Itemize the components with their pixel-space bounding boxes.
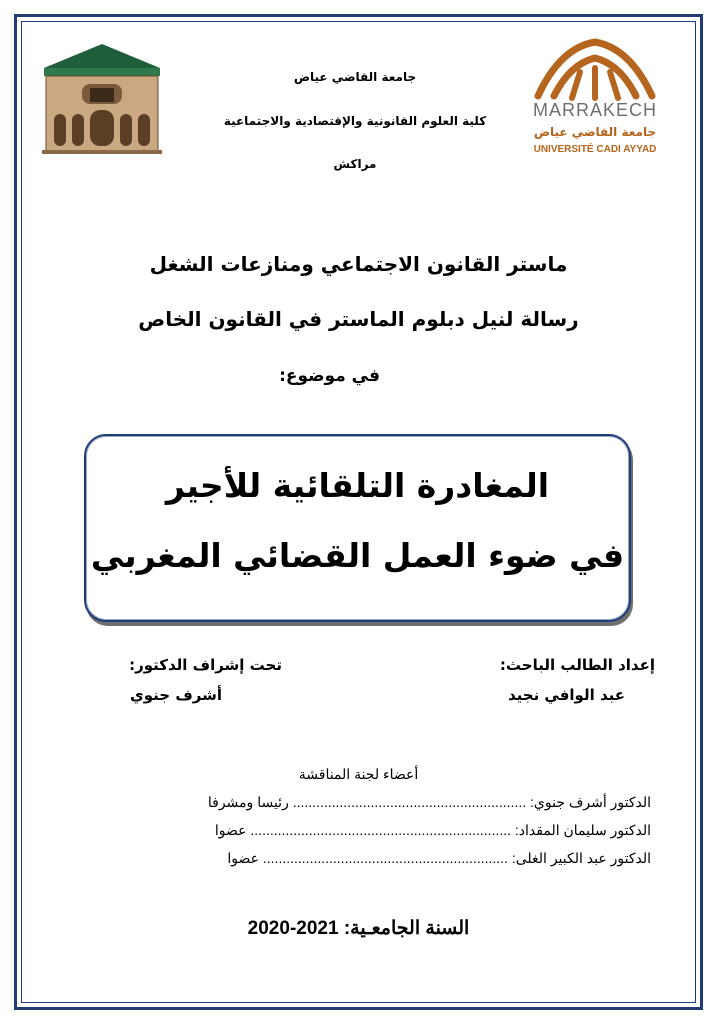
faculty-name: كلية العلوم القانونية والإقتصادية والاجتماعية <box>223 114 487 128</box>
jury-member-name: الدكتور عبد الكبير الغلى: <box>511 850 651 866</box>
jury-title: أعضاء لجنة المناقشة <box>298 766 419 782</box>
jury-member-1 <box>208 794 651 811</box>
uca-logo-icon <box>520 28 670 163</box>
uca-logo-city: MARRAKECH <box>532 100 658 120</box>
uca-logo-arabic: جامعة القاضي عياض <box>533 125 657 139</box>
jury-member-name: الدكتور أشرف جنوي: <box>530 794 651 810</box>
master-program: ماستر القانون الاجتماعي ومنازعات الشغل <box>149 252 568 276</box>
academic-year-value: 2020-2021 <box>247 918 339 939</box>
uca-logo-latin: UNIVERSITÉ CADI AYYAD <box>533 144 657 155</box>
student-label: إعداد الطالب الباحث: <box>499 656 655 674</box>
academic-year-label: السنة الجامعـية: <box>343 918 470 939</box>
academic-year <box>160 917 557 940</box>
thesis-title-line-2: في ضوء العمل القضائي المغربي <box>90 536 625 575</box>
jury-member-role: عضوا <box>227 850 259 866</box>
subject-label: في موضوع: <box>279 366 380 386</box>
thesis-title-line-1: المغادرة التلقائية للأجير <box>165 466 550 505</box>
thesis-degree: رسالة لنيل دبلوم الماستر في القانون الخاص <box>138 307 579 331</box>
university-name: جامعة القاضي عياض <box>293 70 417 84</box>
jury-member-role: عضوا <box>214 822 247 838</box>
student-name: عبد الوافي نجيد <box>507 686 625 704</box>
dot-leader: ............................................................... <box>262 850 508 866</box>
thesis-title-box <box>84 434 631 622</box>
supervisor-label: تحت إشراف الدكتور: <box>129 656 282 674</box>
dot-leader: ................................................................... <box>250 822 512 838</box>
dot-leader: ............................................................ <box>292 794 527 810</box>
jury-member-name: الدكتور سليمان المقداد: <box>514 822 651 838</box>
jury-member-role: رئيسا ومشرفا <box>207 794 289 810</box>
jury-member-2 <box>215 822 651 839</box>
faculty-building-icon <box>38 40 166 158</box>
jury-member-3 <box>227 850 651 867</box>
supervisor-name: أشرف جنوي <box>130 686 222 704</box>
city-name: مراكش <box>333 157 377 171</box>
